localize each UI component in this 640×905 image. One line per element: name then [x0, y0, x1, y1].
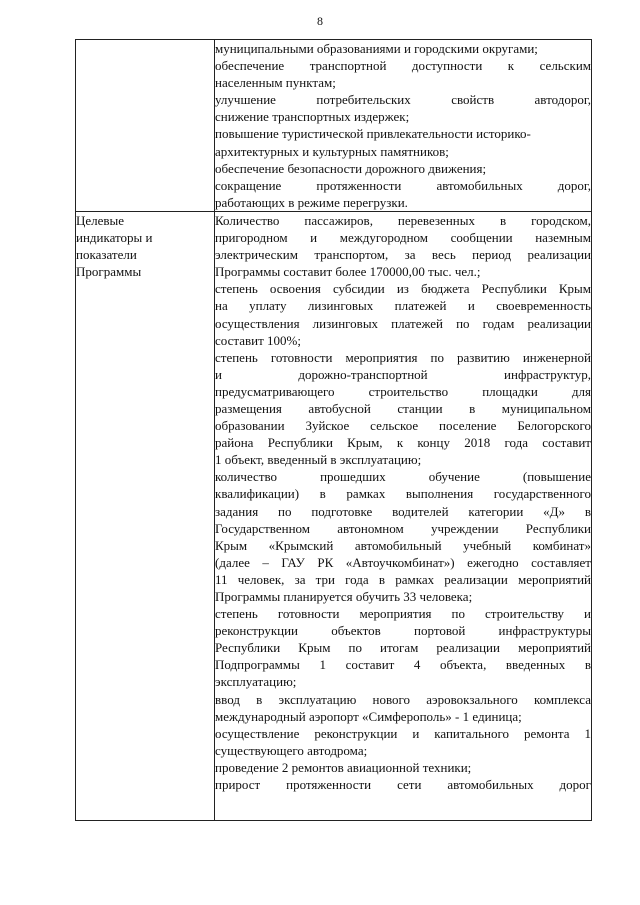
text-line: Государственном автономном учреждении Республики	[215, 520, 591, 536]
text-line: квалификации) в рамках выполнения государственного	[215, 486, 591, 502]
text-line: обеспечение транспортной доступности к сельским	[215, 58, 591, 74]
text-line: Республики Крым по итогам реализации мероприятий	[215, 640, 591, 656]
text-line: Программы планируется обучить 33 человека;	[215, 589, 473, 604]
text-line: Количество пассажиров, перевезенных в городском,	[215, 212, 591, 228]
text-line: улучшение потребительских свойств автодорог,	[215, 92, 591, 108]
text-line: Подпрограммы 1 составит 4 объекта, введенных в	[215, 657, 591, 673]
text-line: повышение туристической привлекательности историко-	[215, 126, 531, 142]
text-line: эксплуатацию;	[215, 674, 297, 690]
text-line: размещения автобусной станции в муниципальном	[215, 400, 591, 416]
text-line: пригородном и междугородном сообщении наземным	[215, 230, 591, 246]
text-line: и дорожно-транспортной инфраструктур,	[215, 366, 591, 382]
table-row	[76, 211, 592, 820]
text-line: образовании Зуйское сельское поселение Белогорского	[215, 418, 591, 434]
text-line: муниципальными образованиями и городскими округами;	[215, 41, 538, 56]
text-line: прирост протяженности сети автомобильных дорог	[215, 777, 591, 793]
text-line: сокращение протяженности автомобильных дорог,	[215, 177, 591, 193]
text-line: существующего автодрома;	[215, 742, 368, 758]
row-content-cell	[215, 211, 592, 820]
text-line: степень готовности мероприятия по строительству и	[215, 606, 591, 622]
text-line: составит 100%;	[215, 332, 301, 348]
row-label-cell	[76, 40, 215, 212]
text-line: электрическим транспортом, за весь период реализации	[215, 247, 591, 263]
text-line: проведение 2 ремонтов авиационной техники;	[215, 759, 472, 775]
text-line: населенным пунктам;	[215, 75, 336, 91]
text-line: предусматривающего строительство площадки для	[215, 383, 591, 399]
text-line: Программы составит более 170000,00 тыс. чел.;	[215, 264, 481, 280]
page-number: 8	[317, 14, 323, 28]
program-passport-table	[75, 39, 592, 821]
table-row	[76, 40, 592, 212]
text-line: ввод в эксплуатацию нового аэровокзального комплекса	[215, 691, 591, 707]
text-line: степень освоения субсидии из бюджета Республики Крым	[215, 281, 591, 297]
text-line: реконструкции объектов портовой инфраструктуры	[215, 623, 591, 639]
text-line: международный аэропорт «Симферополь» - 1 единица;	[215, 708, 522, 724]
text-line: осуществления лизинговых платежей по годам реализации	[215, 315, 591, 331]
text-line: работающих в режиме перегрузки.	[215, 194, 408, 210]
text-line: архитектурных и культурных памятников;	[215, 143, 449, 159]
text-line: осуществление реконструкции и капитального ремонта 1	[215, 725, 591, 741]
text-line: задания по подготовке водителей категории «Д» в	[215, 503, 591, 519]
text-line: (далее – ГАУ РК «Автоучкомбинат») ежегодно составляет	[215, 554, 591, 570]
text-line: района Республики Крым, к концу 2018 года составит	[215, 435, 591, 451]
row-content-cell	[215, 40, 592, 212]
text-line: снижение транспортных издержек;	[215, 109, 410, 125]
text-line: 11 человек, за три года в рамках реализации мероприятий	[215, 571, 591, 587]
row-label-line: Программы	[76, 263, 142, 279]
text-line: Крым «Крымский автомобильный учебный комбинат»	[215, 537, 591, 553]
text-line: на уплату лизинговых платежей и своевременность	[215, 298, 591, 314]
row-label-line: индикаторы и	[76, 229, 153, 245]
text-line: степень готовности мероприятия по развитию инженерной	[215, 349, 591, 365]
text-line: обеспечение безопасности дорожного движения;	[215, 160, 487, 176]
text-line: 1 объект, введенный в эксплуатацию;	[215, 452, 422, 468]
row-label-line: показатели	[76, 246, 137, 262]
row-label-line: Целевые	[76, 212, 125, 228]
text-line: количество прошедших обучение (повышение	[215, 469, 591, 485]
row-label-cell	[76, 211, 215, 820]
